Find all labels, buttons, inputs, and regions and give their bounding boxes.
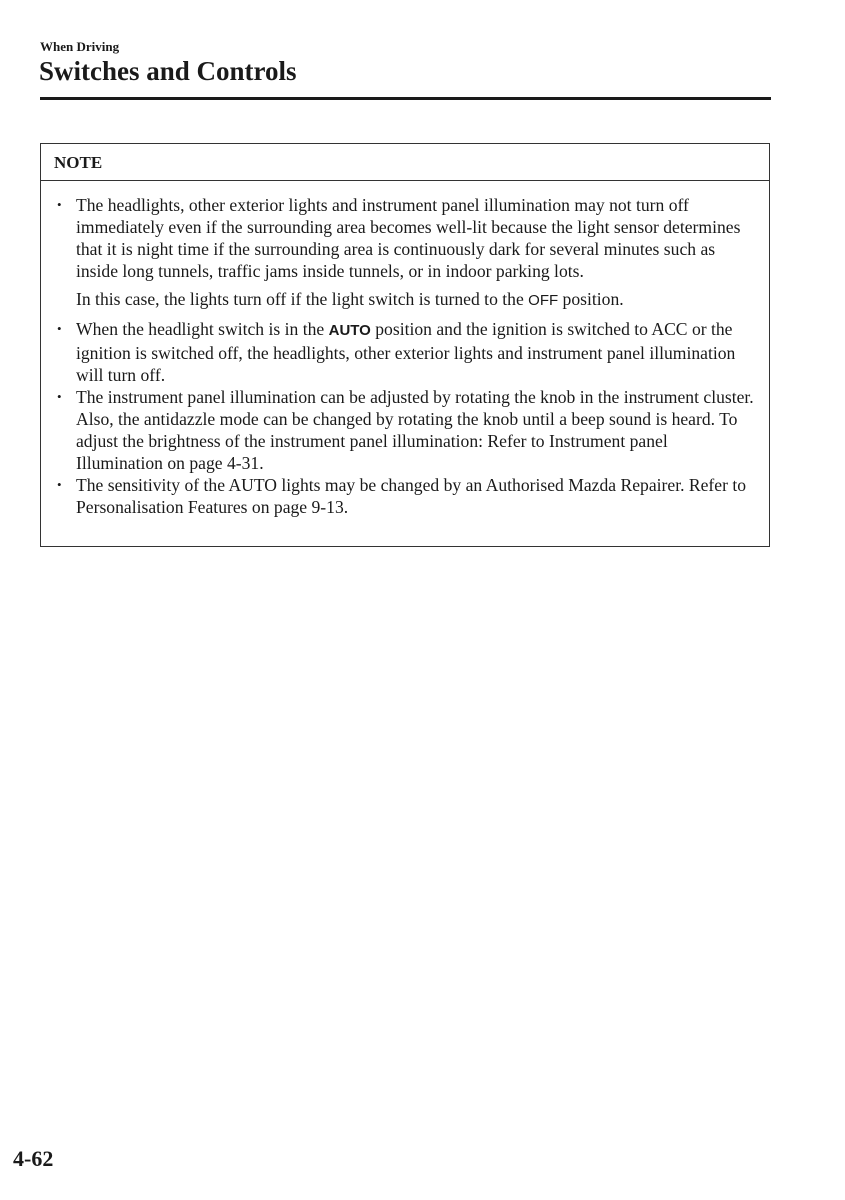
bullet-icon: •	[57, 321, 62, 336]
note-item	[57, 474, 759, 518]
subparagraph-text-after: position.	[558, 289, 624, 309]
bullet-icon: •	[57, 197, 62, 212]
note-item	[57, 318, 759, 386]
off-position-indicator: OFF	[528, 292, 559, 309]
note-item-text: The instrument panel illumination can be adjusted by rotating the knob in the instrument cluster. Also, the antidazzle mode can be changed by rotating the knob until a beep sound is heard. To adjust the brightness of the instrument panel illumination: Refer to Instrument panel Illumination on page 4-31.	[76, 387, 754, 473]
note-item-text	[76, 318, 759, 386]
bullet-icon: •	[57, 389, 62, 404]
note-subparagraph	[57, 288, 759, 312]
note-item-text-before: When the headlight switch is in the	[76, 319, 329, 339]
note-item	[57, 386, 759, 474]
section-label: When Driving	[40, 39, 120, 54]
note-heading: NOTE	[41, 144, 769, 181]
auto-position-indicator: AUTO	[328, 322, 371, 339]
subparagraph-text-before: In this case, the lights turn off if the light switch is turned to the	[76, 289, 529, 309]
title-divider	[40, 97, 771, 100]
note-item	[57, 194, 759, 282]
page-number: 4-62	[13, 1146, 54, 1171]
note-item-text: The headlights, other exterior lights and instrument panel illumination may not turn off immediately even if the surrounding area becomes well-lit because the light sensor determines that it is night time if the surrounding area is continuously dark for several minutes such as inside long tunnels, traffic jams inside tunnels, or in indoor parking lots.	[76, 195, 741, 281]
note-item-text-after: position and the ignition is switched to ACC or the ignition is switched off, the headlights, other exterior lights and instrument panel illumination will turn off.	[76, 319, 736, 385]
note-box	[40, 143, 770, 547]
note-body	[41, 181, 769, 518]
bullet-icon: •	[57, 477, 62, 492]
note-item-text: The sensitivity of the AUTO lights may be changed by an Authorised Mazda Repairer. Refer to Personalisation Features on page 9-13.	[76, 475, 747, 517]
page-title: Switches and Controls	[39, 56, 297, 86]
